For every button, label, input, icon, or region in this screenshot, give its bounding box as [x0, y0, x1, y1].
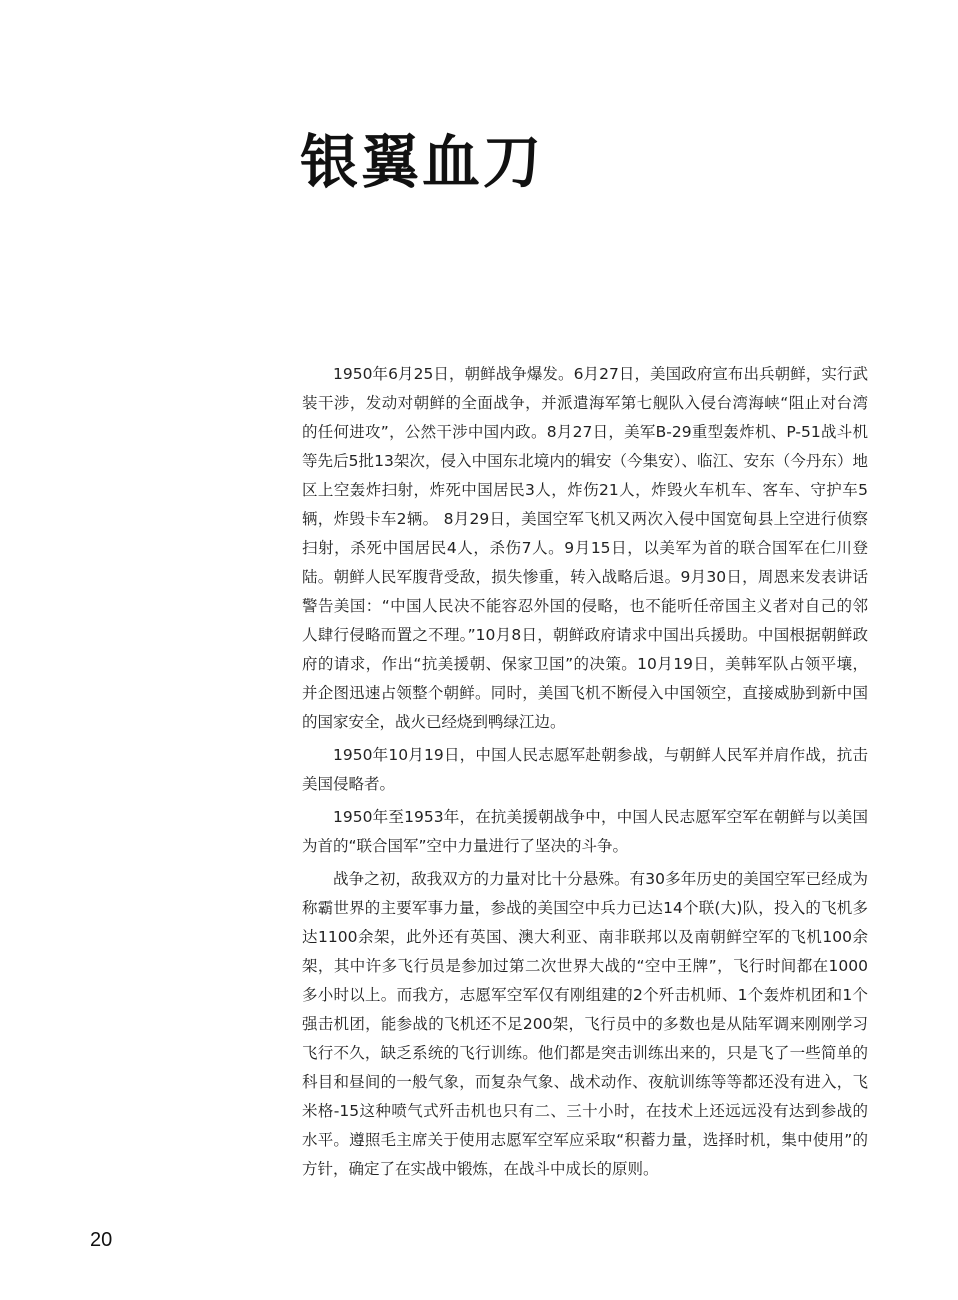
paragraph: 1950年10月19日，中国人民志愿军赴朝参战，与朝鲜人民军并肩作战，抗击美国侵略者。: [302, 746, 868, 793]
paragraph: 1950年至1953年，在抗美援朝战争中，中国人民志愿军空军在朝鲜与以美国为首的“联合国军”空中力量进行了坚决的斗争。: [302, 808, 868, 855]
body-text: [302, 360, 868, 1188]
page-number: 20: [90, 1229, 113, 1251]
chapter-title: 银翼血刀: [300, 128, 545, 196]
paragraph: 1950年6月25日，朝鲜战争爆发。6月27日，美国政府宣布出兵朝鲜，实行武装干涉，发动对朝鲜的全面战争，并派遣海军第七舰队入侵台湾海峡“阻止对台湾的任何进攻”，公然干涉中国内政。8月27日，美军B-29重型轰炸机、P-51战斗机等先后5批13架次，侵入中国东北境内的辑安（今集安）、临江、安东（今丹东）地区上空轰炸扫射，炸死中国居民3人，炸伤21人，炸毁火车机车、客车、守护车5辆，炸毁卡车2辆。 8月29日，美国空军飞机又两次入侵中国宽甸县上空进行侦察扫射，杀死中国居民4人，杀伤7人。9月15日，以美军为首的联合国军在仁川登陆。朝鲜人民军腹背受敌，损失惨重，转入战略后退。9月30日，周恩来发表讲话警告美国：“中国人民决不能容忍外国的侵略，也不能听任帝国主义者对自己的邻人肆行侵略而置之不理。”10月8日，朝鲜政府请求中国出兵援助。中国根据朝鲜政府的请求，作出“抗美援朝、保家卫国”的决策。10月19日，美韩军队占领平壤，并企图迅速占领整个朝鲜。同时，美国飞机不断侵入中国领空，直接威胁到新中国的国家安全，战火已经烧到鸭绿江边。: [302, 365, 868, 731]
paragraph: 战争之初，敌我双方的力量对比十分悬殊。有30多年历史的美国空军已经成为称霸世界的主要军事力量，参战的美国空中兵力已达14个联(大)队，投入的飞机多达1100余架，此外还有英国、澳大利亚、南非联邦以及南朝鲜空军的飞机100余架，其中许多飞行员是参加过第二次世界大战的“空中王牌”，飞行时间都在1000多小时以上。而我方，志愿军空军仅有刚组建的2个歼击机师、1个轰炸机团和1个强击机团，能参战的飞机还不足200架，飞行员中的多数也是从陆军调来刚刚学习飞行不久，缺乏系统的飞行训练。他们都是突击训练出来的，只是飞了一些简单的科目和昼间的一般气象，而复杂气象、战术动作、夜航训练等等都还没有进入，飞米格-15这种喷气式歼击机也只有二、三十小时，在技术上还远远没有达到参战的水平。遵照毛主席关于使用志愿军空军应采取“积蓄力量，选择时机，集中使用”的方针，确定了在实战中锻炼，在战斗中成长的原则。: [302, 870, 868, 1178]
